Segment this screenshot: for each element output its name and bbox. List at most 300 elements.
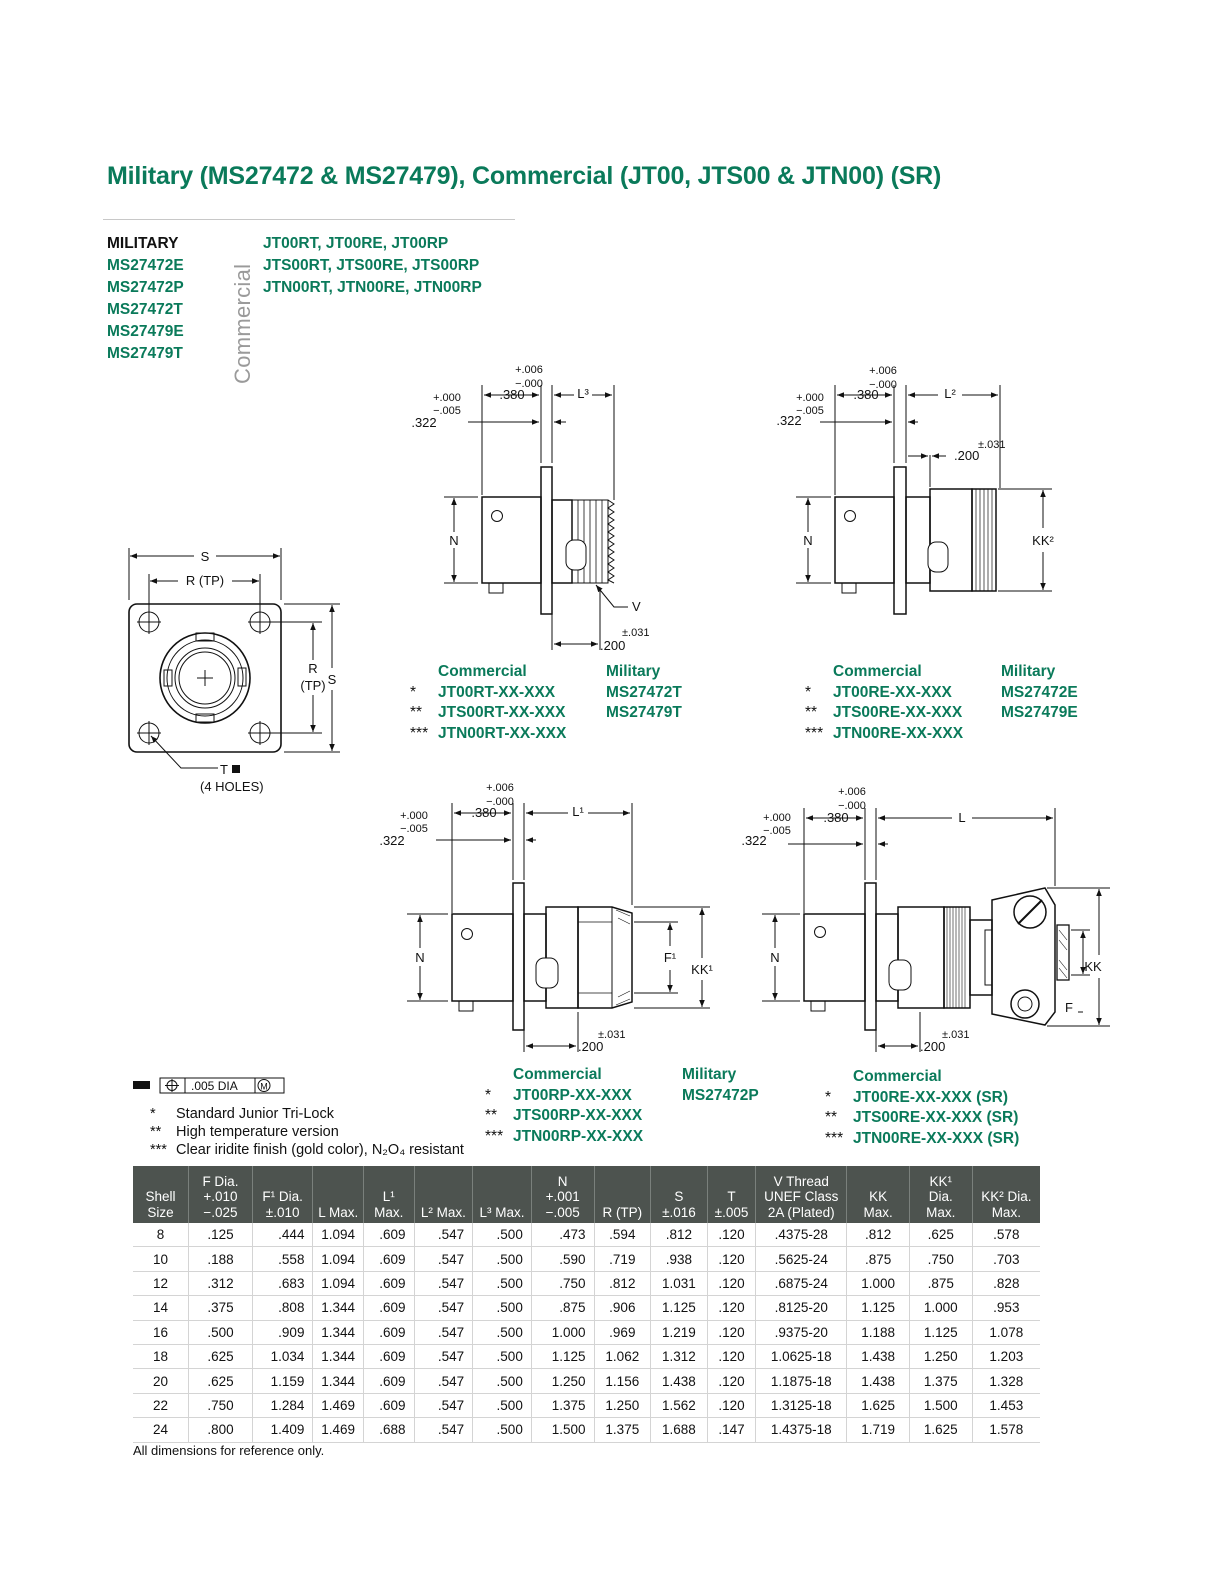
table-row <box>133 1271 1040 1295</box>
table-cell: .750 <box>531 1271 594 1295</box>
table-cell: .609 <box>364 1320 415 1344</box>
table-cell: 10 <box>133 1247 189 1271</box>
military-item: MS27472T <box>107 301 183 318</box>
column-header-line: T <box>727 1189 736 1204</box>
table-cell: 20 <box>133 1369 189 1393</box>
column-header-line: −.025 <box>203 1204 238 1220</box>
dim-tol: −.000 <box>869 379 897 391</box>
spec-table <box>133 1166 1040 1443</box>
column-header-line: Shell <box>145 1189 176 1204</box>
column-header-line: ±.005 <box>714 1204 749 1220</box>
table-cell: 1.078 <box>972 1320 1040 1344</box>
table-cell: .969 <box>594 1320 651 1344</box>
flange-s-label: S <box>200 549 210 564</box>
table-cell: 1.188 <box>847 1320 910 1344</box>
dim-f1: F¹ <box>663 950 677 965</box>
table-cell: .875 <box>531 1296 594 1320</box>
column-header-line: Size <box>147 1204 174 1220</box>
table-cell: .547 <box>414 1320 473 1344</box>
table-cell: 1.578 <box>972 1418 1040 1442</box>
table-cell: 1.034 <box>252 1344 313 1368</box>
dim-l1: L¹ <box>572 804 584 819</box>
table-cell: .828 <box>972 1271 1040 1295</box>
tp-square-icon <box>133 1081 150 1089</box>
table-cell: .500 <box>473 1418 532 1442</box>
table-cell: .9375-20 <box>756 1320 847 1344</box>
star: ** <box>410 704 423 721</box>
dim-l2: L² <box>944 386 956 401</box>
dim-tol: −.000 <box>486 796 514 808</box>
dim-380: .380 <box>471 805 497 820</box>
table-cell: .812 <box>594 1271 651 1295</box>
dim-tol: +.000 <box>400 810 428 822</box>
table-cell: 1.094 <box>313 1247 364 1271</box>
table-cell: .120 <box>707 1320 756 1344</box>
table-cell: .625 <box>189 1369 253 1393</box>
part-number: MS27479E <box>1001 704 1078 721</box>
group-head: Commercial <box>833 663 922 680</box>
table-cell: .500 <box>473 1320 532 1344</box>
table-cell: .609 <box>364 1369 415 1393</box>
table-row <box>133 1418 1040 1442</box>
part-number: MS27472E <box>1001 683 1078 701</box>
table-cell: 1.500 <box>531 1418 594 1442</box>
table-cell: .547 <box>414 1223 473 1247</box>
group-rp-military <box>682 1065 759 1106</box>
table-cell: .547 <box>414 1418 473 1442</box>
column-header-line: +.010 <box>203 1189 238 1204</box>
part-number: MS27472P <box>682 1086 759 1104</box>
table-cell: .812 <box>847 1223 910 1247</box>
column-header-line: ±.010 <box>265 1204 300 1220</box>
table-cell: 1.469 <box>313 1393 364 1417</box>
table-cell: .473 <box>531 1223 594 1247</box>
dim-tol: −.000 <box>515 378 543 390</box>
table-cell: .147 <box>707 1418 756 1442</box>
table-cell: 1.250 <box>909 1344 972 1368</box>
column-header-line: F Dia. <box>202 1173 239 1189</box>
table-cell: 1.562 <box>651 1393 708 1417</box>
column-header-line: KK <box>869 1189 888 1204</box>
table-cell: .120 <box>707 1247 756 1271</box>
table-cell: 1.625 <box>909 1418 972 1442</box>
dim-tol: −.005 <box>433 405 461 417</box>
part-number: JTN00RE-XX-XXX <box>833 724 964 742</box>
column-header-line: V Thread <box>773 1173 829 1189</box>
dim-tol: ±.031 <box>942 1029 970 1041</box>
dim-322: .322 <box>776 413 802 428</box>
table-cell: 1.438 <box>847 1369 910 1393</box>
table-cell: .609 <box>364 1247 415 1271</box>
column-header-line: F¹ Dia. <box>262 1189 303 1204</box>
group-head: Military <box>682 1066 737 1083</box>
star: *** <box>805 724 824 742</box>
table-cell: .800 <box>189 1418 253 1442</box>
legend <box>150 1105 464 1159</box>
table-cell: .375 <box>189 1296 253 1320</box>
part-number: JTN00RT-XX-XXX <box>438 724 567 742</box>
table-cell: .120 <box>707 1393 756 1417</box>
military-item: MS27472E <box>107 257 184 274</box>
table-cell: .312 <box>189 1271 253 1295</box>
dim-tol: −.005 <box>796 405 824 417</box>
column-header <box>313 1166 364 1223</box>
drawing-sr <box>762 808 1110 1052</box>
table-cell: .750 <box>909 1247 972 1271</box>
column-header-line: Max. <box>991 1204 1021 1220</box>
table-cell: 1.284 <box>252 1393 313 1417</box>
table-cell: .500 <box>473 1271 532 1295</box>
dim-322: .322 <box>379 833 405 848</box>
column-header-line: KK² Dia. <box>981 1189 1032 1204</box>
dim-n: N <box>803 533 813 548</box>
table-cell: .8125-20 <box>756 1296 847 1320</box>
table-cell: .609 <box>364 1296 415 1320</box>
table-cell: 1.094 <box>313 1223 364 1247</box>
flange-r-side-label: R <box>308 661 318 676</box>
dim-l3: L³ <box>577 386 589 401</box>
group-rt-military <box>606 662 682 724</box>
commercial-vertical-label: Commercial <box>230 263 255 384</box>
drawing-rp <box>407 803 710 1052</box>
table-cell: 1.159 <box>252 1369 313 1393</box>
column-header <box>909 1166 972 1223</box>
dim-tol: +.006 <box>838 786 866 798</box>
commercial-item: JTS00RT, JTS00RE, JTS00RP <box>263 257 480 274</box>
table-cell: 1.062 <box>594 1344 651 1368</box>
column-header-line: N <box>557 1173 568 1189</box>
table-row <box>133 1223 1040 1247</box>
table-cell: .594 <box>594 1223 651 1247</box>
table-cell: .120 <box>707 1344 756 1368</box>
column-header <box>972 1166 1040 1223</box>
star: ** <box>805 704 818 721</box>
group-head: Commercial <box>438 663 527 680</box>
table-cell: .4375-28 <box>756 1223 847 1247</box>
table-cell: 1.250 <box>531 1369 594 1393</box>
part-number: JT00RE-XX-XXX <box>833 683 952 701</box>
drawing-re <box>796 385 1052 614</box>
legend-key: *** <box>150 1142 167 1158</box>
table-cell: .6875-24 <box>756 1271 847 1295</box>
table-cell: .625 <box>909 1223 972 1247</box>
table-cell: 1.344 <box>313 1344 364 1368</box>
column-header <box>133 1166 189 1223</box>
dim-200: .200 <box>600 638 626 653</box>
table-cell: 1.000 <box>531 1320 594 1344</box>
table-cell: 1.453 <box>972 1393 1040 1417</box>
dim-tol: +.006 <box>486 782 514 794</box>
dim-n: N <box>449 533 459 548</box>
table-cell: 14 <box>133 1296 189 1320</box>
table-cell: 1.1875-18 <box>756 1369 847 1393</box>
dim-tol: ±.031 <box>978 439 1006 451</box>
dim-tol: +.000 <box>796 392 824 404</box>
flange-t-label: T <box>220 762 228 777</box>
table-cell: .578 <box>972 1223 1040 1247</box>
column-header-line: KK¹ <box>929 1173 953 1189</box>
table-cell: .547 <box>414 1296 473 1320</box>
military-header: MILITARY <box>107 235 179 252</box>
column-header-line: R (TP) <box>602 1204 643 1220</box>
table-cell: .688 <box>364 1418 415 1442</box>
column-header <box>707 1166 756 1223</box>
table-cell: .683 <box>252 1271 313 1295</box>
dim-n: N <box>770 950 780 965</box>
table-cell: 1.344 <box>313 1369 364 1393</box>
star: *** <box>825 1129 844 1147</box>
footnote: All dimensions for reference only. <box>133 1443 325 1458</box>
column-header <box>756 1166 847 1223</box>
tp-modifier: M <box>260 1081 268 1092</box>
table-cell: 1.125 <box>651 1296 708 1320</box>
column-header-line: 2A (Plated) <box>767 1204 835 1220</box>
group-sr-commercial <box>825 1067 1019 1149</box>
column-header-line: L Max. <box>318 1204 359 1220</box>
table-cell: 1.438 <box>847 1344 910 1368</box>
column-header-line: −.005 <box>545 1204 580 1220</box>
column-header <box>531 1166 594 1223</box>
table-cell: .609 <box>364 1393 415 1417</box>
dim-322: .322 <box>741 833 767 848</box>
table-cell: 1.438 <box>651 1369 708 1393</box>
dim-tol: +.000 <box>433 392 461 404</box>
drawing-rt <box>444 385 628 650</box>
table-cell: 1.031 <box>651 1271 708 1295</box>
table-cell: .547 <box>414 1393 473 1417</box>
star: ** <box>485 1107 498 1124</box>
dim-tol: ±.031 <box>622 627 650 639</box>
dim-tol: +.000 <box>763 812 791 824</box>
table-cell: .875 <box>909 1271 972 1295</box>
table-cell: 18 <box>133 1344 189 1368</box>
dim-tol: +.006 <box>869 365 897 377</box>
table-cell: .444 <box>252 1223 313 1247</box>
column-header <box>847 1166 910 1223</box>
group-head: Commercial <box>853 1068 942 1085</box>
table-cell: .558 <box>252 1247 313 1271</box>
part-number: JT00RP-XX-XXX <box>513 1086 632 1104</box>
table-cell: 22 <box>133 1393 189 1417</box>
star: * <box>805 683 812 701</box>
table-cell: .120 <box>707 1271 756 1295</box>
table-row <box>133 1369 1040 1393</box>
military-item: MS27472P <box>107 279 184 296</box>
dim-v: V <box>632 599 641 614</box>
table-cell: .500 <box>473 1344 532 1368</box>
table-cell: 1.469 <box>313 1418 364 1442</box>
table-cell: 1.203 <box>972 1344 1040 1368</box>
dim-200: .200 <box>578 1039 604 1054</box>
flange-t-square <box>232 765 240 773</box>
table-cell: .625 <box>189 1344 253 1368</box>
column-header <box>252 1166 313 1223</box>
dim-n: N <box>415 950 425 965</box>
star: *** <box>410 724 429 742</box>
legend-text: Clear iridite finish (gold color), N₂O₄ resistant <box>176 1142 464 1158</box>
table-cell: .609 <box>364 1344 415 1368</box>
part-number: JTS00RE-XX-XXX (SR) <box>853 1109 1019 1126</box>
table-cell: .909 <box>252 1320 313 1344</box>
table-cell: .875 <box>847 1247 910 1271</box>
table-cell: .120 <box>707 1369 756 1393</box>
military-item: MS27479T <box>107 345 183 362</box>
table-cell: .500 <box>473 1223 532 1247</box>
column-header-line: L¹ <box>382 1189 395 1204</box>
group-head: Commercial <box>513 1066 602 1083</box>
table-cell: 1.250 <box>594 1393 651 1417</box>
column-header-line: ±.016 <box>662 1204 696 1220</box>
table-cell: .547 <box>414 1369 473 1393</box>
group-rt-commercial <box>410 662 566 744</box>
table-cell: .953 <box>972 1296 1040 1320</box>
commercial-item: JT00RT, JT00RE, JT00RP <box>263 235 449 252</box>
table-cell: .547 <box>414 1344 473 1368</box>
part-number: JT00RT-XX-XXX <box>438 683 556 701</box>
table-cell: .120 <box>707 1223 756 1247</box>
star: * <box>410 683 417 701</box>
dim-380: .380 <box>499 387 525 402</box>
flange-s-side-label: S <box>327 672 337 687</box>
table-cell: .125 <box>189 1223 253 1247</box>
dim-kk: KK <box>1084 959 1102 974</box>
dim-380: .380 <box>853 387 879 402</box>
page-title: Military (MS27472 & MS27479), Commercial (JT00, JTS00 & JTN00) (SR) <box>107 162 942 190</box>
column-header <box>414 1166 473 1223</box>
column-header-line: UNEF Class <box>764 1189 839 1204</box>
dim-f: F <box>1065 1000 1073 1015</box>
star: * <box>825 1088 832 1106</box>
tp-value: .005 DIA <box>191 1079 238 1093</box>
legend-key: * <box>150 1106 156 1122</box>
spec-table-header <box>133 1166 1040 1223</box>
table-cell: .5625-24 <box>756 1247 847 1271</box>
group-head: Military <box>1001 663 1056 680</box>
table-cell: 24 <box>133 1418 189 1442</box>
spec-table-body <box>133 1223 1040 1442</box>
table-cell: 1.344 <box>313 1296 364 1320</box>
dim-322: .322 <box>411 415 437 430</box>
star: ** <box>825 1109 838 1126</box>
table-cell: .500 <box>473 1393 532 1417</box>
table-cell: .547 <box>414 1271 473 1295</box>
table-cell: 1.375 <box>909 1369 972 1393</box>
table-cell: 1.0625-18 <box>756 1344 847 1368</box>
table-cell: 1.4375-18 <box>756 1418 847 1442</box>
part-number: JTS00RT-XX-XXX <box>438 704 566 721</box>
dim-200: .200 <box>920 1039 946 1054</box>
dim-tol: +.006 <box>515 364 543 376</box>
table-cell: 1.3125-18 <box>756 1393 847 1417</box>
column-header <box>651 1166 708 1223</box>
table-row <box>133 1247 1040 1271</box>
table-cell: .120 <box>707 1296 756 1320</box>
table-cell: .906 <box>594 1296 651 1320</box>
dim-kk1: KK¹ <box>691 962 713 977</box>
dim-380: .380 <box>823 810 849 825</box>
part-number: JTS00RE-XX-XXX <box>833 704 963 721</box>
column-header <box>364 1166 415 1223</box>
table-cell: .938 <box>651 1247 708 1271</box>
part-number: JTS00RP-XX-XXX <box>513 1107 643 1124</box>
part-number: MS27479T <box>606 704 682 721</box>
table-cell: .500 <box>473 1369 532 1393</box>
table-cell: .750 <box>189 1393 253 1417</box>
column-header-line: L² Max. <box>420 1204 466 1220</box>
part-number: JTN00RP-XX-XXX <box>513 1127 644 1145</box>
table-cell: 1.094 <box>313 1271 364 1295</box>
table-cell: 1.688 <box>651 1418 708 1442</box>
flange-holes-label: (4 HOLES) <box>200 779 264 794</box>
table-cell: .500 <box>473 1247 532 1271</box>
dim-tol: −.005 <box>763 825 791 837</box>
flange-r-tp-label: R (TP) <box>185 573 225 588</box>
column-header-line: Max. <box>926 1204 956 1220</box>
table-cell: 1.125 <box>909 1320 972 1344</box>
table-cell: 1.000 <box>909 1296 972 1320</box>
flange-front-view <box>129 548 340 768</box>
table-cell: .808 <box>252 1296 313 1320</box>
table-cell: 1.125 <box>531 1344 594 1368</box>
table-cell: .609 <box>364 1223 415 1247</box>
group-re-commercial <box>805 662 963 744</box>
table-cell: .547 <box>414 1247 473 1271</box>
legend-key: ** <box>150 1124 162 1140</box>
table-cell: 1.125 <box>847 1296 910 1320</box>
table-cell: .500 <box>473 1296 532 1320</box>
table-row <box>133 1320 1040 1344</box>
group-head: Military <box>606 663 661 680</box>
table-cell: 16 <box>133 1320 189 1344</box>
column-header <box>473 1166 532 1223</box>
dim-tol: ±.031 <box>598 1029 626 1041</box>
column-header-line: +.001 <box>545 1189 580 1204</box>
dim-200: .200 <box>954 448 980 463</box>
table-row <box>133 1296 1040 1320</box>
column-header <box>594 1166 651 1223</box>
column-header-line: L³ Max. <box>479 1204 525 1220</box>
table-cell: 1.409 <box>252 1418 313 1442</box>
legend-text: High temperature version <box>176 1124 339 1140</box>
table-cell: 1.375 <box>531 1393 594 1417</box>
dim-tol: −.000 <box>838 800 866 812</box>
table-cell: 1.625 <box>847 1393 910 1417</box>
star: *** <box>485 1127 504 1145</box>
part-number: JTN00RE-XX-XXX (SR) <box>853 1129 1020 1147</box>
table-row <box>133 1393 1040 1417</box>
star: * <box>485 1086 492 1104</box>
table-cell: .719 <box>594 1247 651 1271</box>
part-number: JT00RE-XX-XXX (SR) <box>853 1088 1009 1106</box>
column-header <box>189 1166 253 1223</box>
part-number: MS27472T <box>606 683 682 701</box>
table-cell: 1.219 <box>651 1320 708 1344</box>
flange-tp-side-label: (TP) <box>300 678 326 693</box>
table-cell: 12 <box>133 1271 189 1295</box>
column-header-line: Max. <box>863 1204 893 1220</box>
table-cell: .812 <box>651 1223 708 1247</box>
dim-l: L <box>958 810 966 825</box>
commercial-item: JTN00RT, JTN00RE, JTN00RP <box>263 279 482 296</box>
group-rp-commercial <box>485 1065 643 1147</box>
dim-kk2: KK² <box>1032 533 1054 548</box>
table-cell: .590 <box>531 1247 594 1271</box>
column-header-line: Dia. <box>928 1189 953 1204</box>
table-cell: 1.328 <box>972 1369 1040 1393</box>
table-cell: .188 <box>189 1247 253 1271</box>
table-cell: .703 <box>972 1247 1040 1271</box>
dim-tol: −.005 <box>400 823 428 835</box>
